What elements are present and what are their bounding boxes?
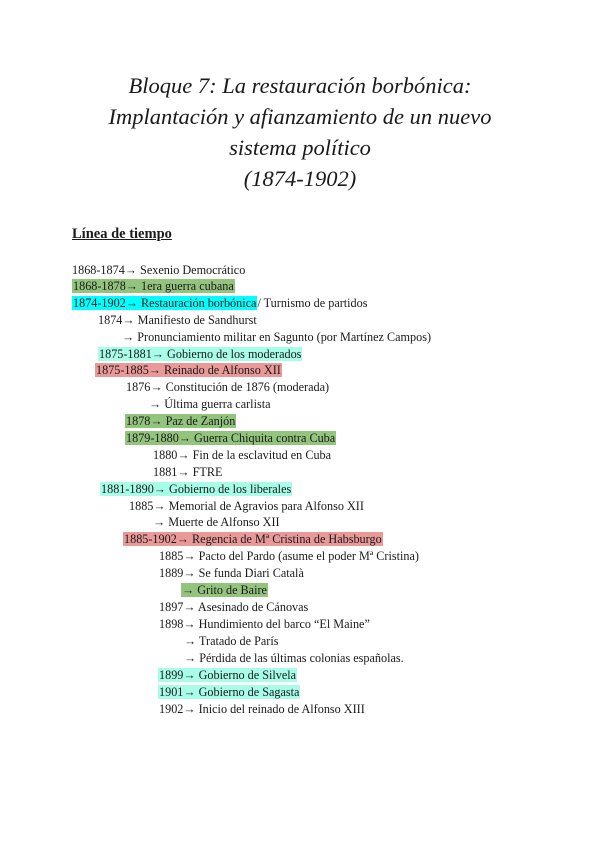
timeline-text: 1889→ Se funda Diari Català — [159, 566, 304, 580]
timeline-text: 1881-1890→ Gobierno de los liberales — [101, 482, 292, 496]
timeline-text: 1897→ Asesinado de Cánovas — [159, 600, 309, 614]
timeline-text: 1898→ Hundimiento del barco “El Maine” — [159, 617, 370, 631]
title-line-4: (1874-1902) — [243, 166, 357, 191]
timeline-item — [159, 616, 370, 632]
timeline-item — [159, 701, 365, 717]
timeline-text: → Pérdida de las últimas colonias españolas. — [184, 651, 404, 665]
timeline-text: → Muerte de Alfonso XII — [153, 515, 280, 529]
timeline-item — [158, 667, 297, 683]
timeline-text: 1868-1874→ Sexenio Democrático — [72, 263, 246, 277]
timeline-text: → Tratado de París — [184, 634, 279, 648]
timeline-item — [122, 329, 431, 345]
timeline-text: 1876→ Constitución de 1876 (moderada) — [126, 380, 330, 394]
timeline-text: → Última guerra carlista — [149, 397, 271, 411]
timeline-text: 1874→ Manifiesto de Sandhurst — [98, 313, 257, 327]
timeline-text: 1868-1878→ 1era guerra cubana — [73, 279, 234, 293]
timeline-text: 1879-1880→ Guerra Chiquita contra Cuba — [126, 431, 336, 445]
timeline-item — [125, 413, 236, 429]
timeline-item — [184, 633, 278, 649]
timeline-item — [153, 447, 331, 463]
timeline-text: 1880→ Fin de la esclavitud en Cuba — [153, 448, 332, 462]
title-line-1: Bloque 7: La restauración borbónica: — [128, 73, 472, 98]
timeline-item — [184, 650, 404, 666]
timeline-item — [72, 278, 235, 294]
timeline-text: 1899→ Gobierno de Silvela — [159, 668, 297, 682]
timeline-item — [153, 514, 280, 530]
timeline-item — [98, 312, 257, 328]
timeline-text: 1881→ FTRE — [153, 465, 223, 479]
timeline-text-rest: / Turnismo de partidos — [257, 296, 368, 310]
timeline-text: 1902→ Inicio del reinado de Alfonso XIII — [159, 702, 365, 716]
document-title — [0, 70, 600, 194]
timeline-item — [72, 295, 368, 311]
section-heading: Línea de tiempo — [72, 226, 172, 242]
timeline-item — [159, 599, 308, 615]
timeline-text: 1875-1885→ Reinado de Alfonso XII — [96, 363, 281, 377]
timeline-item — [95, 362, 282, 378]
timeline-text: → Pronunciamiento militar en Sagunto (por Martínez Campos) — [122, 330, 432, 344]
title-line-2: Implantación y afianzamiento de un nuevo — [108, 104, 492, 129]
timeline-item — [159, 565, 304, 581]
timeline-item — [72, 262, 245, 278]
timeline-item — [98, 346, 302, 362]
timeline-text: 1885-1902→ Regencia de Mª Cristina de Habsburgo — [124, 532, 382, 546]
title-line-3: sistema político — [229, 135, 371, 160]
timeline-text: 1901→ Gobierno de Sagasta — [159, 685, 300, 699]
timeline-item — [125, 430, 336, 446]
timeline-text: 1874-1902→ Restauración borbónica — [73, 296, 257, 310]
timeline-item — [153, 464, 222, 480]
timeline-text: 1878→ Paz de Zanjón — [126, 414, 236, 428]
timeline-text: 1885→ Pacto del Pardo (asume el poder Mª Cristina) — [159, 549, 419, 563]
timeline-item — [149, 396, 271, 412]
timeline-item — [181, 582, 268, 598]
timeline-item — [159, 548, 419, 564]
timeline-item — [129, 498, 364, 514]
timeline-item — [158, 684, 300, 700]
timeline-item — [123, 531, 383, 547]
timeline-text: → Grito de Baire — [182, 583, 267, 597]
timeline-item — [126, 379, 329, 395]
timeline-text: 1885→ Memorial de Agravios para Alfonso XII — [129, 499, 364, 513]
timeline-text: 1875-1881→ Gobierno de los moderados — [99, 347, 302, 361]
timeline-item — [100, 481, 292, 497]
